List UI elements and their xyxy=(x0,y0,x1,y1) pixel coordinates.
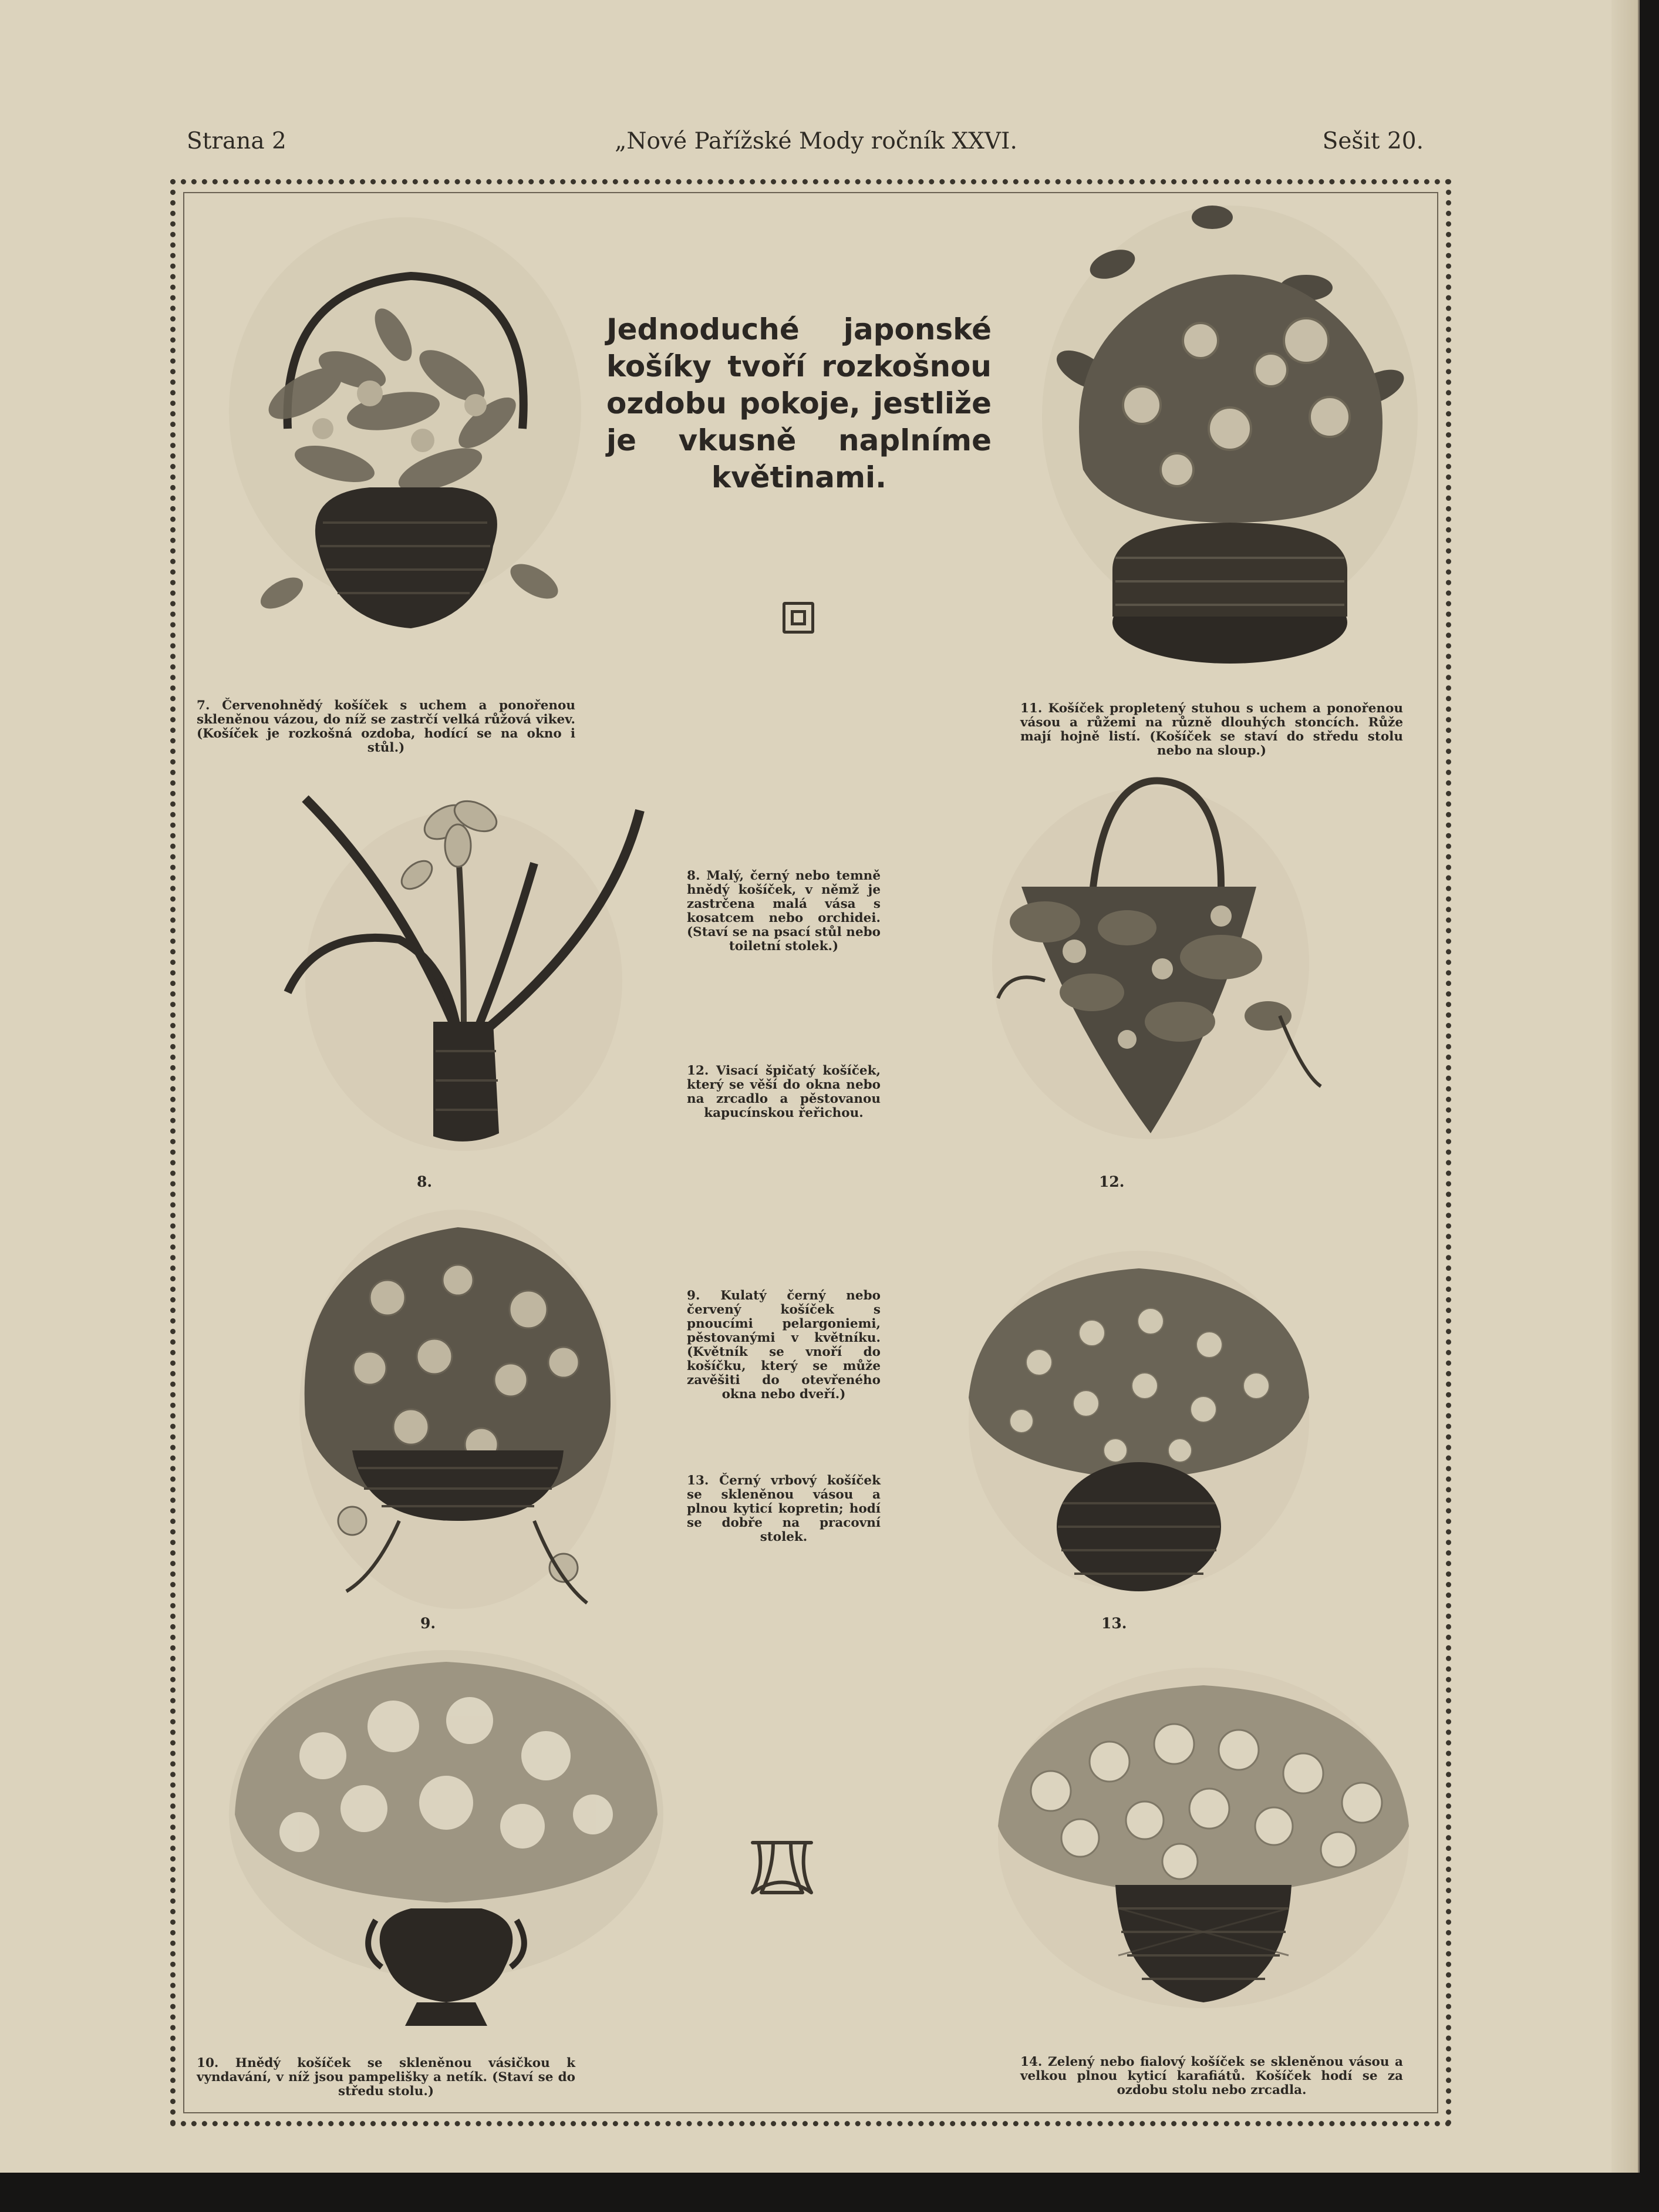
basket-photo-12 xyxy=(975,769,1338,1151)
caption-10: 10. Hnědý košíček se skleněnou vásičkou k vyndavání, v níž jsou pampelišky a netík. (Staví se do středu stolu.) xyxy=(197,2056,575,2099)
issue-number: Sešit 20. xyxy=(1322,128,1424,154)
basket-photo-8 xyxy=(282,787,646,1157)
magazine-title: „Nové Pařížské Mody ročník XXVI. xyxy=(615,128,1017,154)
basket-photo-10 xyxy=(217,1638,675,2043)
figure-label-13: 13. xyxy=(1101,1615,1127,1632)
basket-photo-13 xyxy=(957,1245,1321,1603)
caption-14: 14. Zelený nebo fialový košíček se skleněnou vásou a velkou plnou kyticí karafiátů. Košíček hodí se za ozdobu stolu nebo zrcadla. xyxy=(1020,2055,1403,2097)
basket-photo-14 xyxy=(986,1662,1421,2032)
article-title: Jednoduché japonské košíky tvoří rozkošnou ozdobu pokoje, jestliže je vkusně naplníme květinami. xyxy=(606,312,992,494)
page-number: Strana 2 xyxy=(187,128,286,154)
page-edge xyxy=(1611,0,1638,2173)
figure-label-9: 9. xyxy=(420,1615,436,1632)
figure-label-8: 8. xyxy=(417,1173,433,1190)
art-nouveau-ornament-icon xyxy=(747,1837,817,1901)
caption-13: 13. Černý vrbový košíček se skleněnou vásou a plnou kyticí kopretin; hodí se dobře na pracovní stolek. xyxy=(687,1473,881,1544)
caption-7: 7. Červenohnědý košíček s uchem a ponořenou skleněnou vázou, do níž se zastrčí velká růžová vikev. (Košíček je rozkošná ozdoba, hodící se na okno i stůl.) xyxy=(197,698,575,755)
caption-9: 9. Kulatý černý nebo červený košíček s pnoucími pelargoniemi, pěstovanými v květníku. (Květník se vnoří do košíčku, který se může zavěšiti do otevřeného okna nebo dveří.) xyxy=(687,1288,881,1402)
basket-photo-11 xyxy=(1024,194,1435,681)
square-ornament-icon xyxy=(783,602,814,634)
caption-12: 12. Visací špičatý košíček, který se věší do okna nebo na zrcadlo a pěstovanou kapucínskou řeřichou. xyxy=(687,1063,881,1120)
basket-photo-9 xyxy=(282,1192,634,1632)
figure-label-12: 12. xyxy=(1099,1173,1125,1190)
caption-8: 8. Malý, černý nebo temně hnědý košíček, v němž je zastrčena malá vása s kosatcem nebo orchidei. (Staví se na psací stůl nebo toiletní stolek.) xyxy=(687,868,881,954)
basket-photo-7 xyxy=(217,217,599,675)
caption-11: 11. Košíček propletený stuhou s uchem a ponořenou vásou a růžemi na různě dlouhých stoncích. Růže mají hojně listí. (Košíček se staví do středu stolu nebo na sloup.) xyxy=(1020,701,1403,758)
